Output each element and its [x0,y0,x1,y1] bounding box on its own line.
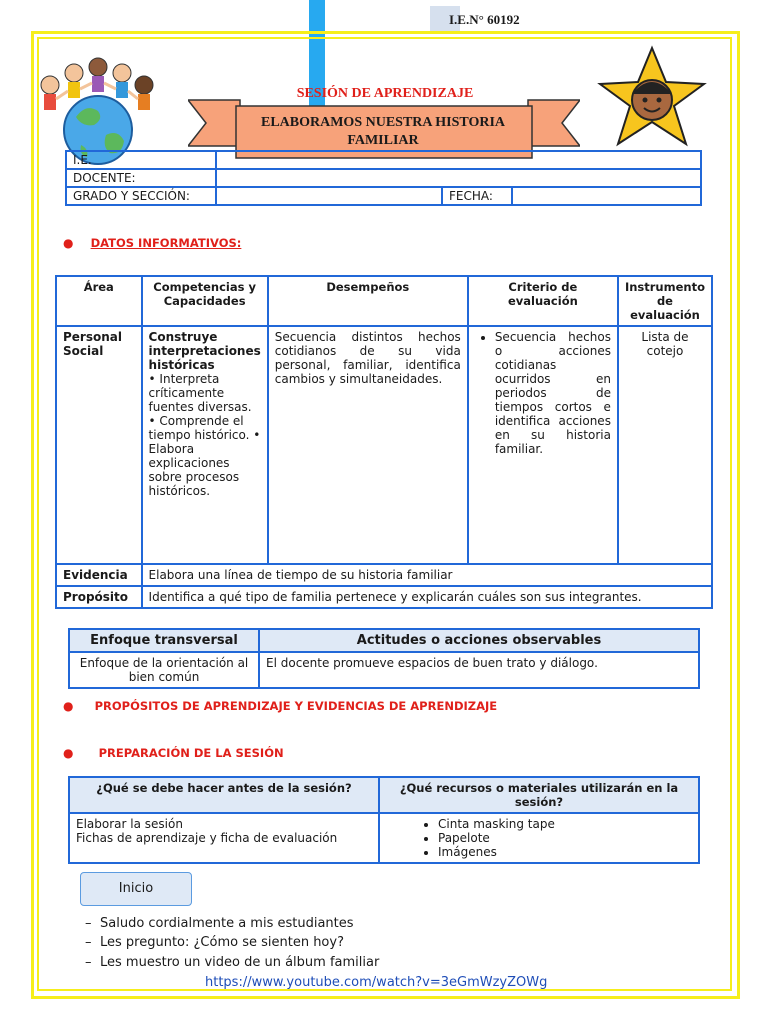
header-criterio: Criterio de evaluación [468,276,618,326]
antes-item: Elaborar la sesión [76,817,183,831]
inicio-item-text: Saludo cordialmente a mis estudiantes [100,916,354,931]
antes-item: Fichas de aprendizaje y ficha de evaluación [76,831,338,845]
session-label: SESIÓN DE APRENDIZAJE [296,86,474,101]
recursos-header: ¿Qué recursos o materiales utilizarán en la sesión? [379,777,699,813]
proposito-label: Propósito [56,586,142,608]
header-desempenos: Desempeños [268,276,468,326]
school-code: I.E.N° 60192 [449,12,520,27]
enfoque-cell: Enfoque de la orientación al bien común [69,652,259,688]
inicio-item: – Les muestro un video de un álbum familiar [85,955,380,970]
session-title: ELABORAMOS NUESTRA HISTORIA FAMILIAR [260,115,506,148]
antes-cell [69,813,379,863]
proposito-text: Identifica a qué tipo de familia pertenece y explicarán cuáles son sus integrantes. [142,586,712,608]
video-link[interactable]: https://www.youtube.com/watch?v=3eGmWzyZOWg [205,975,548,990]
header-competencias: Competencias y Capacidades [142,276,268,326]
recurso-item: • Cinta masking tape [438,817,692,831]
inicio-item: – Les pregunto: ¿Cómo se sienten hoy? [85,935,344,950]
datos-heading-text: DATOS INFORMATIVOS: [90,236,242,250]
preparacion-table [68,776,700,864]
header-area: Área [56,276,142,326]
enfoque-table [68,628,700,689]
globe-children-icon [36,55,166,165]
recurso-item: • Papelote [438,831,692,845]
desempeno-cell: Secuencia distintos hechos cotidianos de su vida personal, familiar, identifica cambios y simultaneidades. [268,326,468,564]
area-cell: Personal Social [56,326,142,564]
datos-heading [63,232,241,251]
competencia-cell [142,326,268,564]
ie-label: I.E. [66,151,216,169]
fecha-label: FECHA: [442,187,512,205]
bullet-dot: ● [63,236,74,250]
propositos-heading [63,695,497,714]
inicio-box: Inicio [80,872,192,906]
actitudes-cell: El docente promueve espacios de buen trato y diálogo. [259,652,699,688]
ie-field[interactable] [216,151,701,169]
actitudes-header: Actitudes o acciones observables [259,629,699,652]
inicio-item-text: Les muestro un video de un álbum familiar [100,955,380,970]
info-table [65,150,702,206]
competencia-title: Construye interpretaciones históricas [148,330,261,372]
preparacion-heading-text: PREPARACIÓN DE LA SESIÓN [98,746,284,760]
criterio-text: • Secuencia hechos o acciones cotidianas ocurridos en periodos de tiempos cortos e identifica acciones en su historia familiar. [495,330,611,456]
bullet-dot: ● [63,746,74,760]
propositos-heading-text: PROPÓSITOS DE APRENDIZAJE Y EVIDENCIAS DE APRENDIZAJE [94,699,498,713]
recurso-item: • Imágenes [438,845,692,859]
docente-label: DOCENTE: [66,169,216,187]
star-child-icon [596,44,708,149]
competencia-text: • Interpreta críticamente fuentes diversas. • Comprende el tiempo histórico. • Elabora explicaciones sobre procesos históricos. [148,372,261,498]
docente-field[interactable] [216,169,701,187]
evidencia-label: Evidencia [56,564,142,586]
fecha-field[interactable] [512,187,701,205]
antes-header: ¿Qué se debe hacer antes de la sesión? [69,777,379,813]
evidencia-text: Elabora una línea de tiempo de su historia familiar [142,564,712,586]
preparacion-heading [63,742,284,761]
recursos-cell [379,813,699,863]
grado-label: GRADO Y SECCIÓN: [66,187,216,205]
instrumento-cell: Lista de cotejo [618,326,712,564]
inicio-item: – Saludo cordialmente a mis estudiantes [85,916,354,931]
header-instrumento: Instrumento de evaluación [618,276,712,326]
grado-field[interactable] [216,187,442,205]
bullet-dot: ● [63,699,74,713]
inicio-item-text: Les pregunto: ¿Cómo se sienten hoy? [100,935,344,950]
competencias-table [55,275,713,609]
criterio-cell [468,326,618,564]
enfoque-header: Enfoque transversal [69,629,259,652]
